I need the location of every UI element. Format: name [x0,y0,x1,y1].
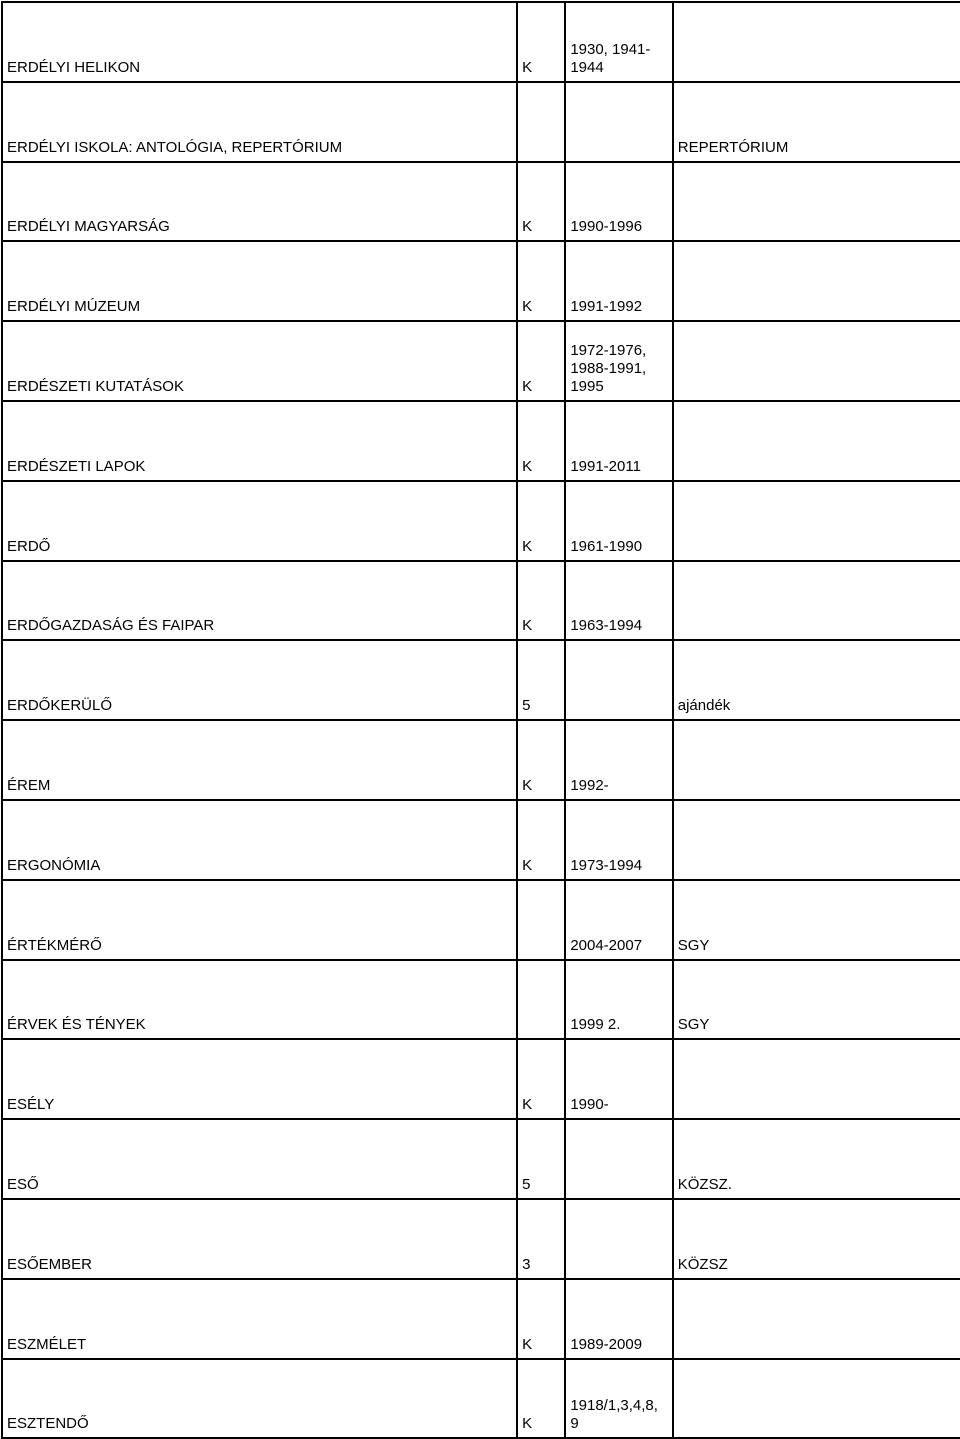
row-years: 1989-2009 [565,1279,672,1359]
row-years [565,2,672,82]
row-note [673,321,960,401]
row-title: ÉRTÉKMÉRŐ [2,880,517,960]
row-type: 3 [517,1199,565,1279]
row-years: 1991-2011 [565,401,672,481]
row-title: ÉREM [2,720,517,800]
row-title: ERDÉLYI MAGYARSÁG [2,162,517,242]
row-title: ÉRVEK ÉS TÉNYEK [2,960,517,1040]
row-title: ERDÉSZETI KUTATÁSOK [2,321,517,401]
row-years: 1990- [565,1039,672,1119]
row-years: 1961-1990 [565,481,672,561]
row-note [673,1359,960,1439]
row-years: 1991-1992 [565,241,672,321]
row-type [517,880,565,960]
table-row [2,1359,960,1439]
row-years: 1992- [565,720,672,800]
row-type: 5 [517,1119,565,1199]
table-row [2,321,960,401]
row-note: SGY [673,960,960,1040]
row-note [673,561,960,641]
row-type: 5 [517,640,565,720]
row-years [565,1199,672,1279]
years-line: 1944 [570,58,604,76]
row-note [673,481,960,561]
periodicals-table [1,1,960,1439]
row-years [565,1359,672,1439]
row-years [565,82,672,162]
table-row [2,2,960,82]
row-note: KÖZSZ [673,1199,960,1279]
row-type: K [517,720,565,800]
row-note [673,162,960,242]
row-type: K [517,1279,565,1359]
table-row [2,1199,960,1279]
row-years: 2004-2007 [565,880,672,960]
row-note: REPERTÓRIUM [673,82,960,162]
row-type: K [517,481,565,561]
row-title: ERDÉLYI MÚZEUM [2,241,517,321]
table-row [2,800,960,880]
row-type [517,960,565,1040]
row-note [673,241,960,321]
row-years [565,321,672,401]
table-row [2,241,960,321]
years-line: 1988-1991, [570,359,647,377]
years-line: 1930, 1941- [570,40,651,58]
years-line: 1972-1976, [570,341,647,359]
table-row [2,561,960,641]
row-years: 1973-1994 [565,800,672,880]
row-years: 1999 2. [565,960,672,1040]
row-title: ESÉLY [2,1039,517,1119]
row-years [565,1119,672,1199]
row-type: K [517,2,565,82]
row-type: K [517,162,565,242]
table-row [2,481,960,561]
row-title: ERDŐGAZDASÁG ÉS FAIPAR [2,561,517,641]
row-years [565,640,672,720]
row-type: K [517,561,565,641]
years-line: 9 [570,1415,579,1433]
row-title: ESZMÉLET [2,1279,517,1359]
table-row [2,720,960,800]
table-row [2,82,960,162]
table-row [2,960,960,1040]
row-title: ESZTENDŐ [2,1359,517,1439]
row-title: ERDŐKERÜLŐ [2,640,517,720]
row-title: ESŐ [2,1119,517,1199]
table-row [2,401,960,481]
row-note [673,1039,960,1119]
row-type: K [517,321,565,401]
row-years: 1990-1996 [565,162,672,242]
row-type: K [517,1039,565,1119]
table-row [2,880,960,960]
row-type: K [517,241,565,321]
table-row [2,1279,960,1359]
row-title: ERDÉLYI ISKOLA: ANTOLÓGIA, REPERTÓRIUM [2,82,517,162]
row-note [673,2,960,82]
row-type: K [517,800,565,880]
row-type: K [517,401,565,481]
table-row [2,1119,960,1199]
row-note [673,401,960,481]
row-note: KÖZSZ. [673,1119,960,1199]
row-note: ajándék [673,640,960,720]
row-title: ESŐEMBER [2,1199,517,1279]
table-row [2,640,960,720]
row-years: 1963-1994 [565,561,672,641]
row-note [673,1279,960,1359]
row-title: ERDŐ [2,481,517,561]
row-note [673,720,960,800]
row-note [673,800,960,880]
row-note: SGY [673,880,960,960]
years-line: 1918/1,3,4,8, [570,1397,658,1415]
row-title: ERDÉLYI HELIKON [2,2,517,82]
row-title: ERDÉSZETI LAPOK [2,401,517,481]
years-line: 1995 [570,377,604,395]
table-row [2,162,960,242]
table-row [2,1039,960,1119]
periodicals-table-body [2,2,960,1438]
row-type: K [517,1359,565,1439]
row-title: ERGONÓMIA [2,800,517,880]
row-type [517,82,565,162]
